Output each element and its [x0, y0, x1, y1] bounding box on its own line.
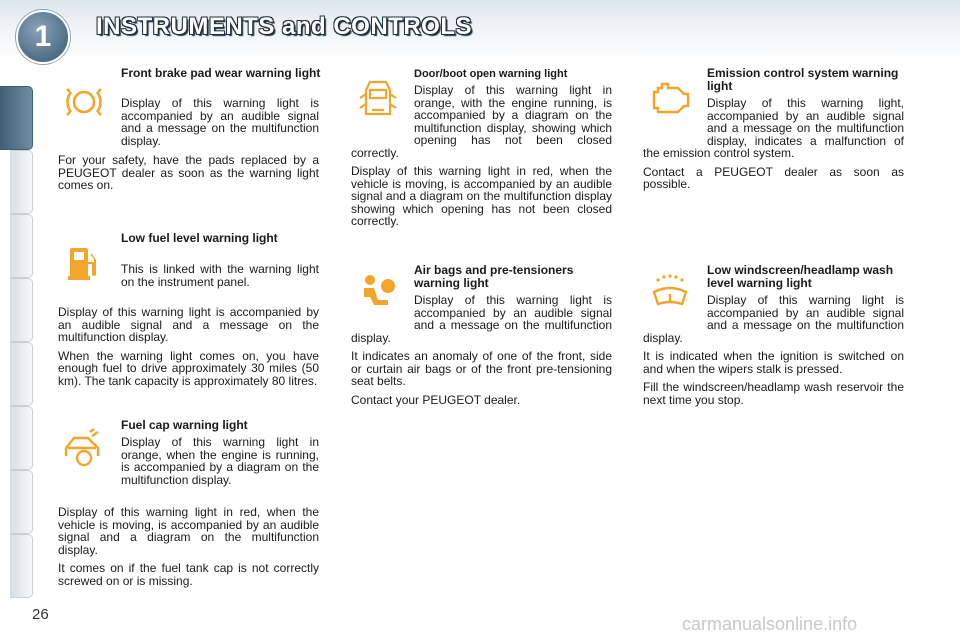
chapter-tab[interactable] [10, 278, 33, 342]
paragraph: When the warning light comes on, you have enough fuel to drive approximately 30 miles (50 km). The tank capacity is approximately 80 litres. [58, 348, 319, 388]
paragraph: It is indicated when the ignition is switched on and when the wipers stalk is pressed. [643, 349, 904, 376]
emission-text: Display of this warning light, accompanied by an audible signal and a message on the multifunction display, indicates a malfunction of the emission control system. [643, 96, 904, 160]
airbags-text: Display of this warning light is accompanied by an audible signal and a message on the multifunction display. [351, 293, 612, 345]
low-fuel-text: This is linked with the warning light on the instrument panel. [121, 262, 319, 289]
watermark: carmanualsonline.info [682, 614, 858, 634]
low-fuel-notes [58, 306, 319, 393]
icon-spacer [643, 97, 707, 135]
washer-text: Display of this warning light is accompanied by an audible signal and a message on the multifunction display. [643, 293, 904, 345]
washer-block [643, 294, 904, 412]
brake-pad-icon [62, 80, 106, 124]
page-header [0, 0, 960, 62]
fuel-cap-notes [58, 506, 319, 593]
door-boot-block [351, 84, 612, 234]
fuel-cap-text: Display of this warning light in orange, when the engine is running, is accompanied by a diagram on the multifunction display. [121, 435, 319, 487]
chapter-tab[interactable] [10, 470, 33, 534]
paragraph: Contact a PEUGEOT dealer as soon as possible. [643, 164, 904, 191]
chapter-badge: 1 [16, 10, 70, 64]
chapter-tab[interactable] [10, 342, 33, 406]
paragraph: Display of this warning light is accompanied by an audible signal and a message on the multifunction display. [58, 305, 319, 344]
paragraph: Fill the windscreen/headlamp wash reservoir the next time you stop. [643, 380, 904, 407]
chapter-tab[interactable] [10, 150, 33, 214]
page-number: 26 [32, 606, 49, 623]
front-brake-text: Display of this warning light is accompanied by an audible signal and a message on the multifunction display. [121, 96, 319, 148]
chapter-tabs [0, 68, 34, 578]
icon-spacer [351, 294, 414, 320]
fuel-pump-icon [62, 240, 106, 284]
paragraph: It comes on if the fuel tank cap is not correctly screwed on or is missing. [58, 561, 319, 588]
paragraph: For your safety, have the pads replaced by a PEUGEOT dealer as soon as the warning light comes on. [58, 153, 319, 192]
fuel-cap-title: Fuel cap warning light [121, 418, 248, 432]
washer-title: Low windscreen/headlamp wash level warning light [707, 263, 894, 290]
front-brake-notes [58, 154, 319, 198]
icon-spacer [351, 84, 414, 136]
front-brake-title: Front brake pad wear warning light [121, 66, 321, 80]
airbags-block [351, 294, 612, 412]
door-boot-text: Display of this warning light in orange, with the engine running, is accompanied by a diagram on the multifunction display, showing which opening has not been closed correctly. [351, 83, 612, 160]
page-title: INSTRUMENTS and CONTROLS [96, 13, 472, 40]
paragraph: It indicates an anomaly of one of the front, side or curtain air bags or of the front pre-tensioning seat belts. [351, 349, 612, 388]
chapter-tab-active[interactable] [0, 86, 33, 150]
fuel-cap-icon [62, 426, 106, 470]
emission-block [643, 97, 904, 197]
paragraph: Display of this warning light in red, when the vehicle is moving, is accompanied by an audible signal and a diagram on the multifunction display showing which opening has not been closed correctly. [351, 164, 612, 228]
paragraph: Contact your PEUGEOT dealer. [351, 392, 521, 407]
chapter-tab[interactable] [10, 534, 33, 598]
emission-title: Emission control system warning light [707, 66, 899, 93]
chapter-tab[interactable] [10, 214, 33, 278]
door-boot-title: Door/boot open warning light [414, 68, 568, 80]
airbags-title: Air bags and pre-tensioners warning light [414, 263, 574, 290]
low-fuel-title: Low fuel level warning light [121, 231, 278, 245]
icon-spacer [643, 294, 707, 320]
paragraph: Display of this warning light in red, when the vehicle is moving, is accompanied by an audible signal and a diagram on the multifunction display. [58, 505, 319, 557]
chapter-tab[interactable] [10, 406, 33, 470]
